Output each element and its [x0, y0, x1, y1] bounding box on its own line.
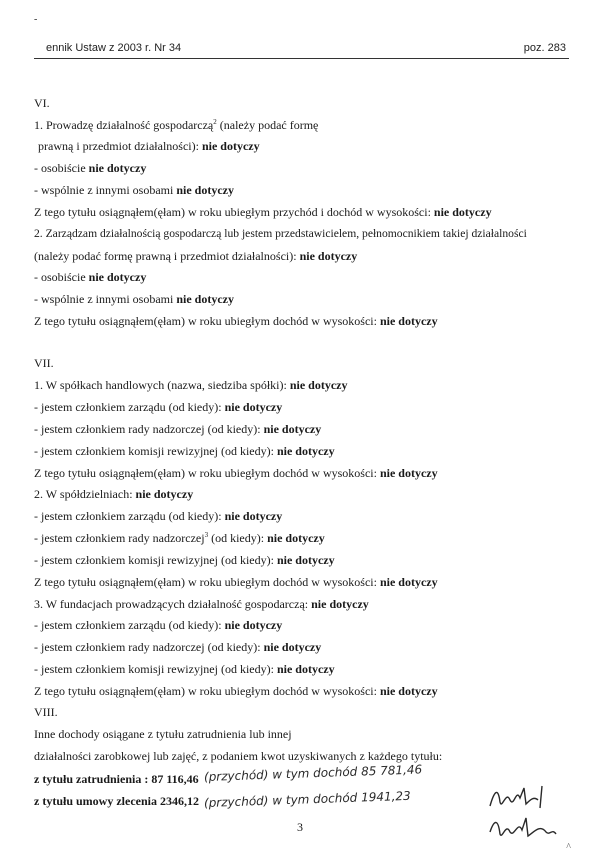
viii-line-2: działalności zarobkowej lub zajęć, z podaniem kwot uzyskiwanych z każdego tytułu:	[34, 749, 443, 763]
vi-1-jointly: - wspólnie z innymi osobami nie dotyczy	[34, 183, 234, 197]
corner-mark: ^	[566, 842, 571, 853]
vii-1-income: Z tego tytułu osiągnąłem(ęłam) w roku ubiegłym dochód w wysokości: nie dotyczy	[34, 466, 438, 480]
vii-3-line: 3. W fundacjach prowadzących działalność gospodarczą: nie dotyczy	[34, 597, 369, 611]
vii-1-line: 1. W spółkach handlowych (nazwa, siedziba spółki): nie dotyczy	[34, 378, 348, 392]
vii-3-audit: - jestem członkiem komisji rewizyjnej (od kiedy): nie dotyczy	[34, 662, 335, 676]
section-vii-title: VII.	[34, 356, 54, 370]
vii-1-supervisory: - jestem członkiem rady nadzorczej (od kiedy): nie dotyczy	[34, 422, 322, 436]
section-viii-title: VIII.	[34, 705, 58, 719]
vii-3-supervisory: - jestem członkiem rady nadzorczej (od kiedy): nie dotyczy	[34, 640, 322, 654]
section-vi-title: VI.	[34, 96, 50, 110]
vii-2-supervisory: - jestem członkiem rady nadzorczej$^3$ (od kiedy): nie dotyczy	[34, 531, 325, 545]
viii-line-1: Inne dochody osiągane z tytułu zatrudnienia lub innej	[34, 727, 292, 741]
vi-2-form-line: (należy podać formę prawną i przedmiot działalności): nie dotyczy	[34, 249, 358, 263]
header-position: poz. 283	[523, 42, 566, 54]
header-journal: ennik Ustaw z 2003 r. Nr 34	[46, 42, 182, 54]
vi-2-jointly: - wspólnie z innymi osobami nie dotyczy	[34, 292, 234, 306]
handwritten-signature-1	[486, 780, 558, 814]
vi-2-income: Z tego tytułu osiągnąłem(ęłam) w roku ubiegłym dochód w wysokości: nie dotyczy	[34, 314, 438, 328]
scan-mark: -	[34, 14, 38, 25]
vi-2-line: 2. Zarządzam działalnością gospodarczą lub jestem przedstawicielem, pełnomocnikiem takiej działalności	[34, 227, 527, 240]
vi-1-form-line: prawną i przedmiot działalności): nie dotyczy	[38, 139, 260, 153]
vi-1-personal: - osobiście nie dotyczy	[34, 161, 147, 175]
contract-income: z tytułu umowy zlecenia 2346,12	[34, 794, 199, 808]
vii-2-board: - jestem członkiem zarządu (od kiedy): nie dotyczy	[34, 509, 283, 523]
vi-2-personal: - osobiście nie dotyczy	[34, 270, 147, 284]
vii-2-income: Z tego tytułu osiągnąłem(ęłam) w roku ubiegłym dochód w wysokości: nie dotyczy	[34, 575, 438, 589]
header-rule	[34, 58, 569, 59]
vii-1-board: - jestem członkiem zarządu (od kiedy): nie dotyczy	[34, 400, 283, 414]
vii-2-audit: - jestem członkiem komisji rewizyjnej (od kiedy): nie dotyczy	[34, 553, 335, 567]
handwritten-note-employment: (przychód) w tym dochód 85 781,46	[203, 762, 423, 784]
vi-1-income: Z tego tytułu osiągnąłem(ęłam) w roku ubiegłym przychód i dochód w wysokości: nie dotyczy	[34, 205, 492, 219]
handwritten-signature-2	[486, 810, 558, 844]
vii-2-line: 2. W spółdzielniach: nie dotyczy	[34, 487, 194, 501]
page-number: 3	[297, 820, 303, 834]
vii-1-audit: - jestem członkiem komisji rewizyjnej (od kiedy): nie dotyczy	[34, 444, 335, 458]
handwritten-note-contract: (przychód) w tym dochód 1941,23	[203, 788, 411, 810]
vii-3-board: - jestem członkiem zarządu (od kiedy): nie dotyczy	[34, 618, 283, 632]
vi-1-line: 1. Prowadzę działalność gospodarczą$^2$ (należy podać formę	[34, 118, 319, 132]
employment-income: z tytułu zatrudnienia : 87 116,46	[34, 772, 199, 786]
vii-3-income: Z tego tytułu osiągnąłem(ęłam) w roku ubiegłym dochód w wysokości: nie dotyczy	[34, 684, 438, 698]
